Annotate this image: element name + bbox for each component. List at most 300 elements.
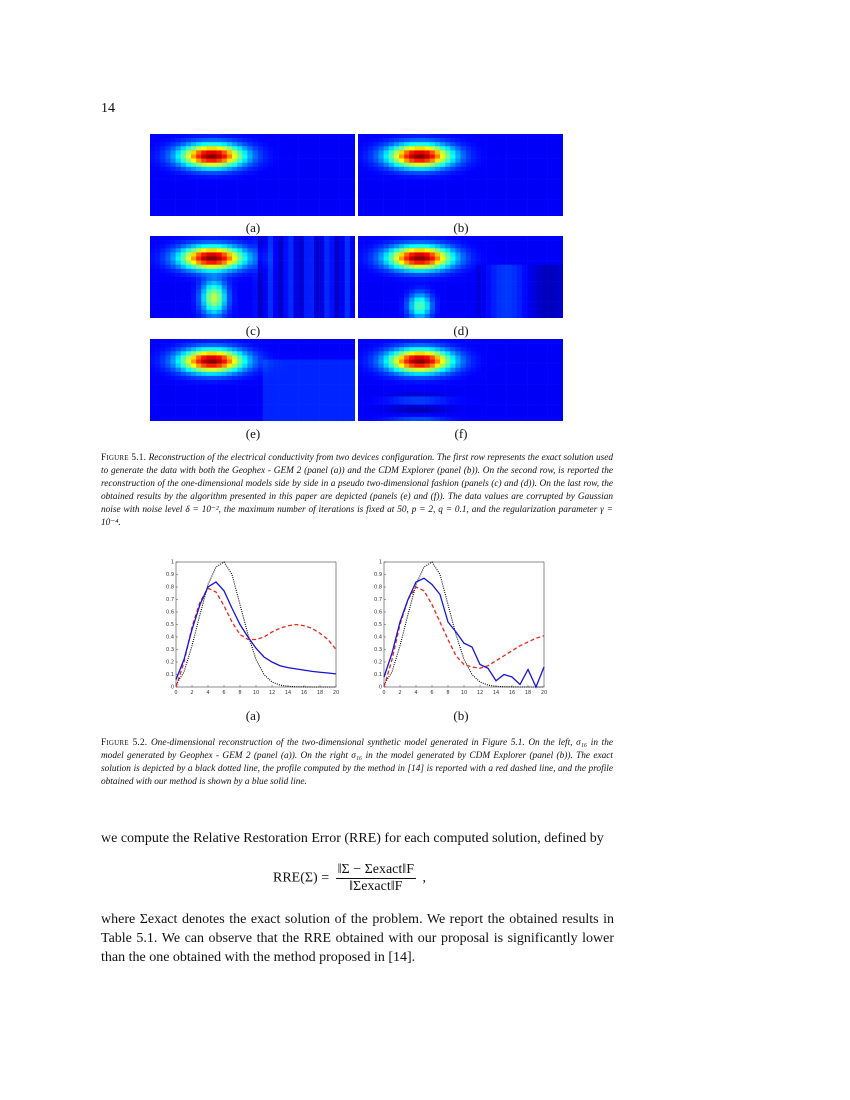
heatmap-cell [324,134,329,138]
heatmap-cell [329,372,334,376]
heatmap-cell [455,360,460,364]
figure-5-2-caption [101,737,613,789]
heatmap-cell [450,339,455,343]
heatmap-cell [176,417,181,421]
heatmap-cell [263,261,268,265]
heatmap-cell [150,191,155,195]
heatmap-cell [537,314,542,318]
heatmap-cell [435,355,440,359]
heatmap-cell [319,401,324,405]
heatmap-cell [201,142,206,146]
heatmap-cell [435,281,440,285]
heatmap-cell [186,368,191,372]
heatmap-cell [319,376,324,380]
heatmap-cell [186,159,191,163]
heatmap-cell [237,236,242,240]
heatmap-cell [491,236,496,240]
heatmap-cell [273,273,278,277]
heatmap-cell [340,204,345,208]
heatmap-cell [373,388,378,392]
heatmap-cell [176,155,181,159]
heatmap-cell [476,208,481,212]
heatmap-cell [263,376,268,380]
heatmap-cell [227,204,232,208]
heatmap-cell [181,293,186,297]
y-tick-label: 0 [378,684,382,691]
heatmap-cell [314,384,319,388]
heatmap-cell [350,401,355,405]
heatmap-cell [304,183,309,187]
heatmap-cell [548,159,553,163]
heatmap-cell [553,273,558,277]
heatmap-cell [548,142,553,146]
heatmap-cell [476,150,481,154]
heatmap-cell [481,208,486,212]
heatmap-cell [335,380,340,384]
heatmap-cell [532,175,537,179]
heatmap-cell [237,265,242,269]
heatmap-cell [363,417,368,421]
heatmap-cell [335,285,340,289]
heatmap-cell [425,277,430,281]
heatmap-cell [155,269,160,273]
heatmap-cell [537,285,542,289]
heatmap-cell [399,134,404,138]
heatmap-cell [181,343,186,347]
heatmap-cell [430,298,435,302]
heatmap-cell [227,257,232,261]
heatmap-cell [507,360,512,364]
heatmap-cell [232,208,237,212]
heatmap-cell [150,204,155,208]
heatmap-cell [329,355,334,359]
heatmap-cell [425,376,430,380]
heatmap-cell [201,187,206,191]
heatmap-cell [150,273,155,277]
heatmap-cell [363,351,368,355]
heatmap-cell [491,244,496,248]
heatmap-cell [527,310,532,314]
heatmap-cell [486,396,491,400]
heatmap-cell [222,343,227,347]
heatmap-cell [373,392,378,396]
heatmap-cell [201,409,206,413]
heatmap-cell [414,306,419,310]
heatmap-cell [496,183,501,187]
heatmap-cell [409,142,414,146]
heatmap-cell [455,273,460,277]
heatmap-cell [191,281,196,285]
heatmap-cell [558,146,563,150]
heatmap-cell [389,187,394,191]
heatmap-cell [455,244,460,248]
heatmap-cell [430,252,435,256]
heatmap-cell [314,364,319,368]
heatmap-cell [363,244,368,248]
heatmap-cell [491,364,496,368]
heatmap-cell [502,409,507,413]
heatmap-cell [512,417,517,421]
heatmap-cell [222,155,227,159]
heatmap-cell [420,150,425,154]
heatmap-cell [512,339,517,343]
heatmap-cell [507,364,512,368]
heatmap-cell [461,191,466,195]
heatmap-cell [171,360,176,364]
heatmap-cell [466,302,471,306]
heatmap-cell [404,405,409,409]
heatmap-cell [368,339,373,343]
heatmap-cell [319,208,324,212]
heatmap-cell [299,252,304,256]
heatmap-cell [268,314,273,318]
heatmap-cell [160,302,165,306]
heatmap-cell [268,355,273,359]
heatmap-cell [206,163,211,167]
heatmap-cell [165,175,170,179]
heatmap-cell [340,368,345,372]
heatmap-cell [384,392,389,396]
heatmap-cell [329,252,334,256]
heatmap-cell [527,257,532,261]
heatmap-cell [414,212,419,216]
heatmap-cell [420,277,425,281]
x-tick-label: 8 [238,690,242,696]
heatmap-cell [350,339,355,343]
heatmap-cell [358,409,363,413]
heatmap-cell [384,142,389,146]
heatmap-cell [273,396,278,400]
heatmap-cell [409,413,414,417]
heatmap-cell [160,376,165,380]
heatmap-cell [268,257,273,261]
heatmap-cell [491,187,496,191]
heatmap-cell [299,343,304,347]
heatmap-cell [181,179,186,183]
panel-label-a: (a) [245,220,261,235]
heatmap-cell [242,314,247,318]
heatmap-cell [186,277,191,281]
heatmap-cell [409,306,414,310]
heatmap-cell [409,265,414,269]
heatmap-cell [517,306,522,310]
heatmap-cell [471,289,476,293]
heatmap-cell [440,392,445,396]
heatmap-cell [283,208,288,212]
heatmap-cell [309,265,314,269]
heatmap-cell [319,175,324,179]
heatmap-cell [160,293,165,297]
heatmap-cell [268,364,273,368]
heatmap-cell [191,146,196,150]
heatmap-cell [335,171,340,175]
heatmap-cell [171,175,176,179]
heatmap-cell [345,208,350,212]
heatmap-cell [435,376,440,380]
heatmap-cell [379,368,384,372]
heatmap-cell [278,171,283,175]
heatmap-cell [455,306,460,310]
heatmap-cell [527,306,532,310]
heatmap-cell [222,240,227,244]
heatmap-cell [384,183,389,187]
heatmap-cell [294,212,299,216]
heatmap-cell [283,285,288,289]
heatmap-cell [461,347,466,351]
heatmap-cell [227,273,232,277]
heatmap-cell [176,302,181,306]
heatmap-cell [430,273,435,277]
heatmap-cell [435,155,440,159]
panel-label-d: (d) [453,323,469,338]
heatmap-cell [253,183,258,187]
heatmap-cell [543,146,548,150]
heatmap-cell [258,388,263,392]
heatmap-cell [394,248,399,252]
heatmap-cell [471,384,476,388]
heatmap-cell [440,298,445,302]
heatmap-cell [319,191,324,195]
heatmap-cell [440,376,445,380]
heatmap-cell [507,347,512,351]
heatmap-cell [496,413,501,417]
heatmap-cell [502,204,507,208]
heatmap-cell [232,285,237,289]
heatmap-cell [304,138,309,142]
heatmap-cell [420,343,425,347]
heatmap-cell [466,413,471,417]
heatmap-cell [404,163,409,167]
heatmap-cell [150,163,155,167]
heatmap-cell [527,187,532,191]
heatmap-cell [324,208,329,212]
heatmap-cell [206,339,211,343]
heatmap-cell [299,302,304,306]
heatmap-cell [350,175,355,179]
heatmap-cell [165,273,170,277]
heatmap-cell [196,277,201,281]
heatmap-cell [481,384,486,388]
heatmap-cell [358,306,363,310]
heatmap-cell [445,388,450,392]
heatmap-cell [466,277,471,281]
y-tick-label: 0.7 [166,597,174,604]
heatmap-cell [329,306,334,310]
heatmap-cell [160,265,165,269]
heatmap-cell [288,134,293,138]
heatmap-cell [445,200,450,204]
heatmap-cell [345,417,350,421]
heatmap-cell [481,183,486,187]
heatmap-cell [278,380,283,384]
heatmap-cell [517,384,522,388]
heatmap-cell [368,159,373,163]
heatmap-cell [217,368,222,372]
heatmap-cell [471,204,476,208]
heatmap-cell [404,183,409,187]
heatmap-cell [191,142,196,146]
heatmap-cell [345,212,350,216]
heatmap-cell [543,285,548,289]
heatmap-cell [466,167,471,171]
heatmap-cell [340,289,345,293]
heatmap-cell [527,314,532,318]
heatmap-cell [171,285,176,289]
heatmap-cell [481,171,486,175]
heatmap-cell [165,212,170,216]
heatmap-cell [171,355,176,359]
heatmap-cell [548,171,553,175]
heatmap-cell [273,187,278,191]
heatmap-cell [253,409,258,413]
heatmap-cell [171,376,176,380]
heatmap-cell [476,163,481,167]
heatmap-cell [294,196,299,200]
heatmap-cell [522,167,527,171]
heatmap-cell [258,285,263,289]
heatmap-cell [512,372,517,376]
heatmap-cell [258,409,263,413]
heatmap-cell [294,248,299,252]
heatmap-cell [283,380,288,384]
heatmap-cell [273,265,278,269]
heatmap-cell [196,401,201,405]
heatmap-cell [384,252,389,256]
heatmap-cell [512,191,517,195]
heatmap-cell [455,380,460,384]
heatmap-cell [186,310,191,314]
heatmap-cell [435,343,440,347]
heatmap-cell [496,244,501,248]
heatmap-cell [263,310,268,314]
heatmap-cell [268,298,273,302]
heatmap-cell [335,289,340,293]
heatmap-cell [461,293,466,297]
heatmap-cell [314,289,319,293]
heatmap-cell [247,142,252,146]
heatmap-cell [319,236,324,240]
heatmap-cell [358,171,363,175]
heatmap-cell [288,252,293,256]
heatmap-cell [455,314,460,318]
heatmap-cell [150,417,155,421]
heatmap-cell [466,314,471,318]
heatmap-cell [253,364,258,368]
heatmap-cell [363,405,368,409]
heatmap-cell [543,293,548,297]
heatmap-cell [222,405,227,409]
heatmap-cell [373,347,378,351]
heatmap-cell [420,293,425,297]
heatmap-cell [455,191,460,195]
heatmap-cell [319,196,324,200]
heatmap-cell [466,146,471,150]
heatmap-cell [314,417,319,421]
heatmap-cell [283,343,288,347]
heatmap-cell [237,175,242,179]
heatmap-cell [486,236,491,240]
heatmap-cell [543,360,548,364]
heatmap-cell [553,138,558,142]
heatmap-cell [329,364,334,368]
heatmap-cell [502,392,507,396]
heatmap-cell [201,298,206,302]
heatmap-cell [283,159,288,163]
heatmap-cell [379,142,384,146]
heatmap-cell [466,179,471,183]
heatmap-cell [507,179,512,183]
heatmap-cell [191,306,196,310]
heatmap-cell [394,187,399,191]
heatmap-cell [450,261,455,265]
heatmap-cell [399,339,404,343]
heatmap-cell [201,179,206,183]
heatmap-cell [430,368,435,372]
heatmap-cell [553,163,558,167]
heatmap-cell [155,409,160,413]
heatmap-cell [543,405,548,409]
heatmap-cell [409,298,414,302]
heatmap-cell [314,285,319,289]
heatmap-cell [486,384,491,388]
heatmap-cell [409,351,414,355]
heatmap-cell [414,200,419,204]
heatmap-cell [496,212,501,216]
heatmap-cell [319,281,324,285]
heatmap-cell [263,257,268,261]
heatmap-cell [165,269,170,273]
x-tick-label: 12 [268,690,276,696]
heatmap-cell [345,293,350,297]
heatmap-cell [247,187,252,191]
heatmap-cell [471,236,476,240]
heatmap-cell [222,388,227,392]
heatmap-cell [196,187,201,191]
heatmap-cell [299,171,304,175]
heatmap-cell [553,155,558,159]
heatmap-cell [237,405,242,409]
heatmap-cell [486,155,491,159]
heatmap-cell [176,183,181,187]
heatmap-cell [217,155,222,159]
heatmap-cell [420,142,425,146]
heatmap-cell [319,142,324,146]
heatmap-cell [379,265,384,269]
heatmap-cell [335,163,340,167]
heatmap-cell [186,155,191,159]
heatmap-cell [414,163,419,167]
heatmap-cell [476,388,481,392]
heatmap-cell [445,405,450,409]
heatmap-cell [543,417,548,421]
heatmap-cell [384,150,389,154]
heatmap-cell [517,248,522,252]
heatmap-cell [481,417,486,421]
heatmap-cell [253,146,258,150]
heatmap-cell [294,339,299,343]
heatmap-cell [368,171,373,175]
heatmap-cell [486,343,491,347]
heatmap-cell [299,240,304,244]
heatmap-cell [335,302,340,306]
heatmap-cell [258,179,263,183]
heatmap-cell [394,388,399,392]
heatmap-cell [368,212,373,216]
heatmap-cell [368,277,373,281]
heatmap-cell [461,298,466,302]
heatmap-cell [171,134,176,138]
heatmap-cell [553,339,558,343]
